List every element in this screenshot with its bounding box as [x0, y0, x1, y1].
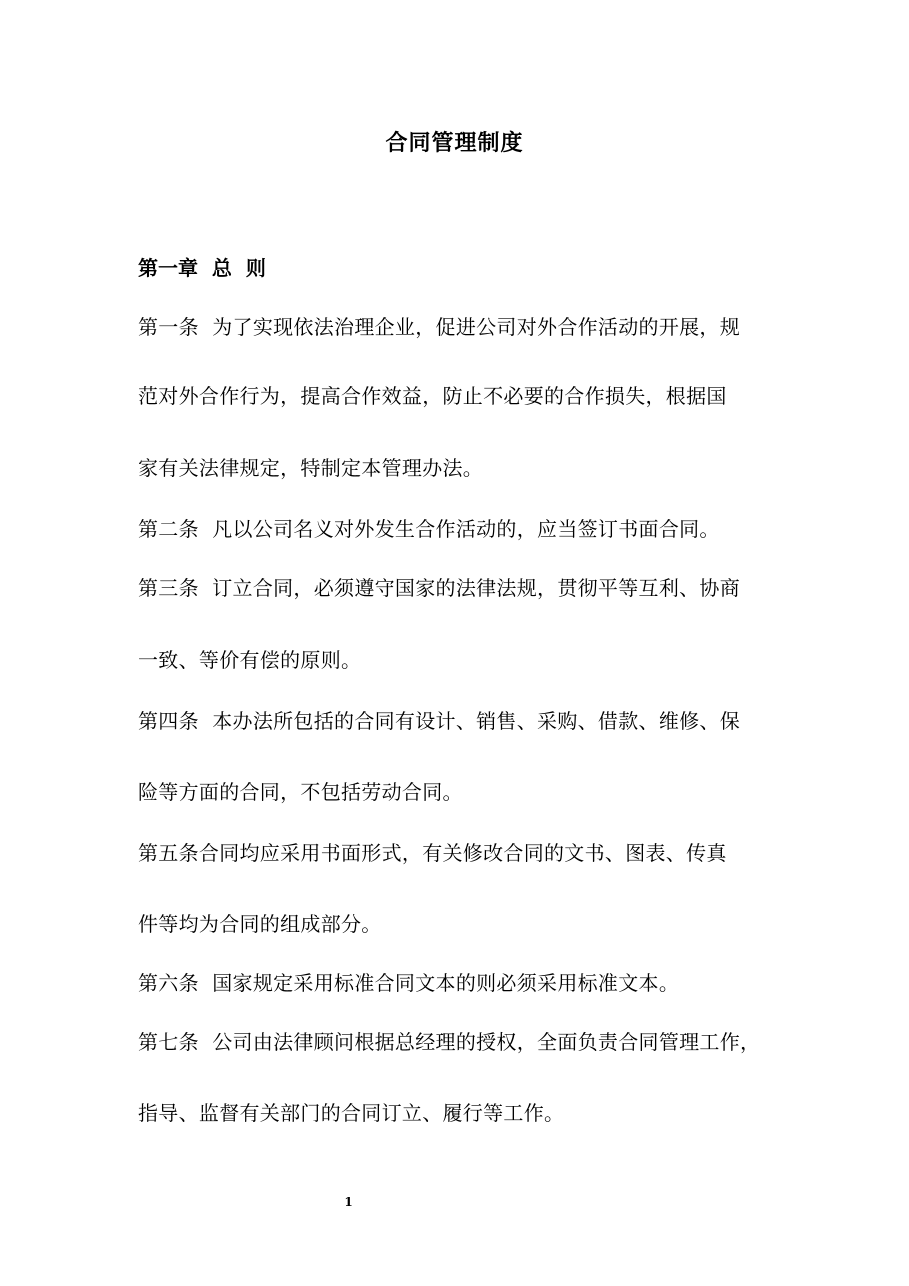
article-6-line-1: 第六条 国家规定采用标准合同文本的则必须采用标准文本。 — [138, 971, 680, 995]
document-title: 合同管理制度 — [385, 131, 524, 156]
article-7-line-1: 第七条 公司由法律顾问根据总经理的授权，全面负责合同管理工作， — [138, 1030, 761, 1054]
page-number: 1 — [344, 1195, 353, 1209]
article-2-line-1: 第二条 凡以公司名义对外发生合作活动的，应当签订书面合同。 — [138, 517, 720, 541]
chapter-heading: 第一章 总 则 — [138, 256, 266, 280]
article-5-line-1: 第五条合同均应采用书面形式，有关修改合同的文书、图表、传真 — [138, 841, 727, 865]
article-3-line-2: 一致、等价有偿的原则。 — [138, 648, 362, 672]
article-1-line-3: 家有关法律规定，特制定本管理办法。 — [138, 456, 484, 480]
article-1-line-2: 范对外合作行为，提高合作效益，防止不必要的合作损失，根据国 — [138, 384, 727, 408]
article-4-line-2: 险等方面的合同，不包括劳动合同。 — [138, 780, 463, 804]
article-5-line-2: 件等均为合同的组成部分。 — [138, 912, 382, 936]
article-4-line-1: 第四条 本办法所包括的合同有设计、销售、采购、借款、维修、保 — [138, 709, 741, 733]
article-1-line-1: 第一条 为了实现依法治理企业，促进公司对外合作活动的开展，规 — [138, 315, 741, 339]
article-3-line-1: 第三条 订立合同，必须遵守国家的法律法规，贯彻平等互利、协商 — [138, 576, 741, 600]
article-7-line-2: 指导、监督有关部门的合同订立、履行等工作。 — [138, 1101, 565, 1125]
